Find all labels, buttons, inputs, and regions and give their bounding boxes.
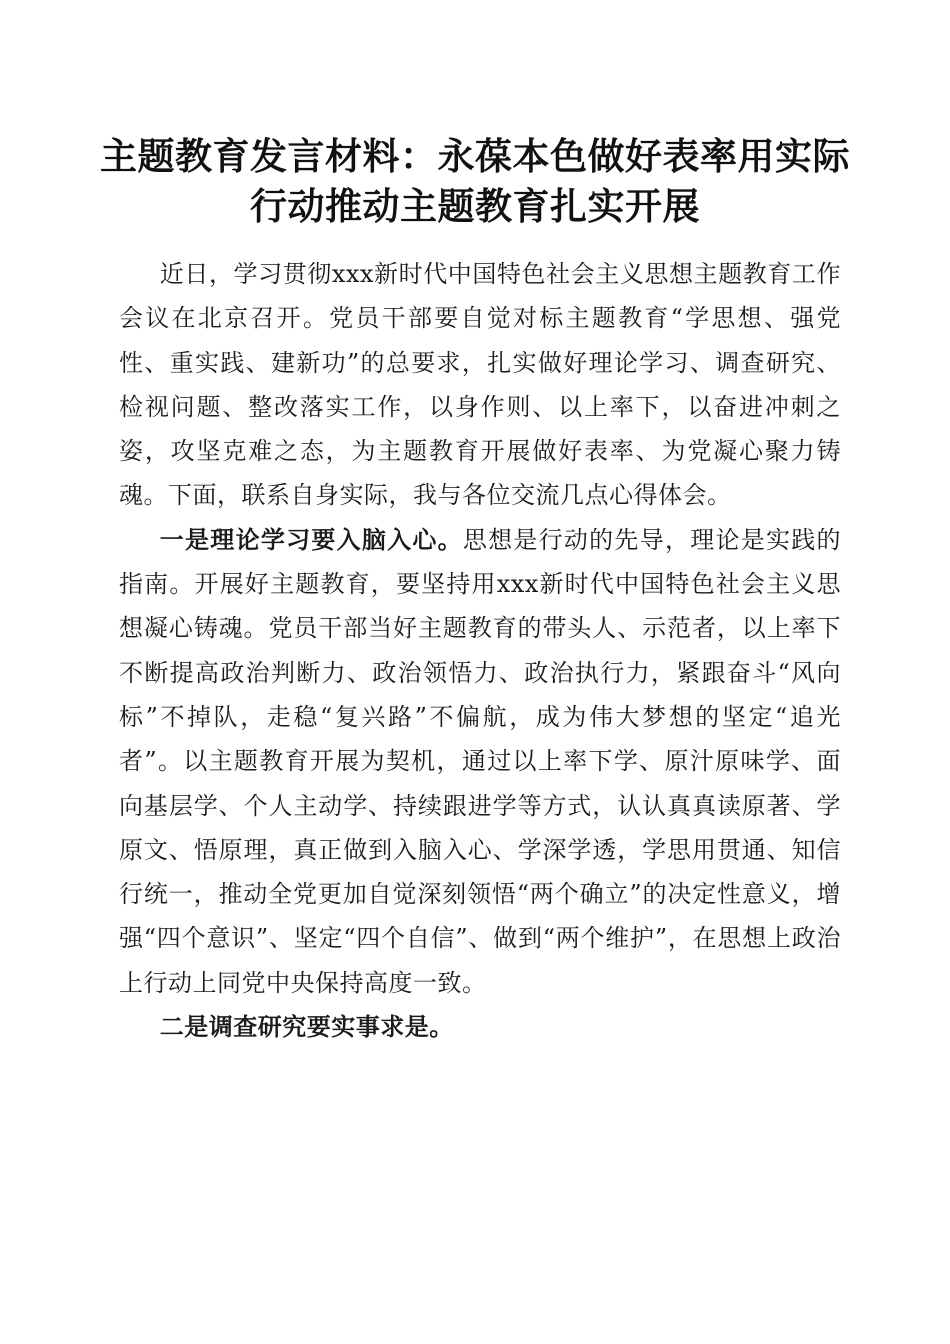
paragraph-intro — [119, 252, 841, 518]
document-body — [119, 252, 841, 1049]
paragraph-heading: 二是调查研究要实事求是。 — [159, 1012, 454, 1042]
paragraph-research — [119, 1005, 841, 1049]
title-line-1: 主题教育发言材料：永葆本色做好表率用实际 — [100, 135, 850, 178]
paragraph-text: 思想是行动的先导，理论是实践的指南。开展好主题教育，要坚持用xxx新时代中国特色社会主义思想凝心铸魂。党员干部当好主题教育的带头人、示范者，以上率下不断提高政治判断力、政治领悟力、政治执行力，紧跟奋斗“风向标”不掉队，走稳“复兴路”不偏航，成为伟大梦想的坚定“追光者”。以主题教育开展为契机，通过以上率下学、原汁原味学、面向基层学、个人主动学、持续跟进学等方式，认认真真读原著、学原文、悟原理，真正做到入脑入心、学深学透，学思用贯通、知信行统一，推动全党更加自觉深刻领悟“两个确立”的决定性意义，增强“四个意识”、坚定“四个自信”、做到“两个维护”，在思想上政治上行动上同党中央保持高度一致。 — [119, 525, 841, 997]
paragraph-theory-study — [119, 518, 841, 1005]
paragraph-heading: 一是理论学习要入脑入心。 — [159, 524, 463, 554]
document-title — [100, 132, 850, 232]
paragraph-text: 近日，学习贯彻xxx新时代中国特色社会主义思想主题教育工作会议在北京召开。党员干部要自觉对标主题教育“学思想、强党性、重实践、建新功”的总要求，扎实做好理论学习、调查研究、检视问题、整改落实工作，以身作则、以上率下，以奋进冲刺之姿，攻坚克难之态，为主题教育开展做好表率、为党凝心聚力铸魂。下面，联系自身实际，我与各位交流几点心得体会。 — [119, 260, 841, 510]
title-line-2: 行动推动主题教育扎实开展 — [250, 185, 700, 228]
